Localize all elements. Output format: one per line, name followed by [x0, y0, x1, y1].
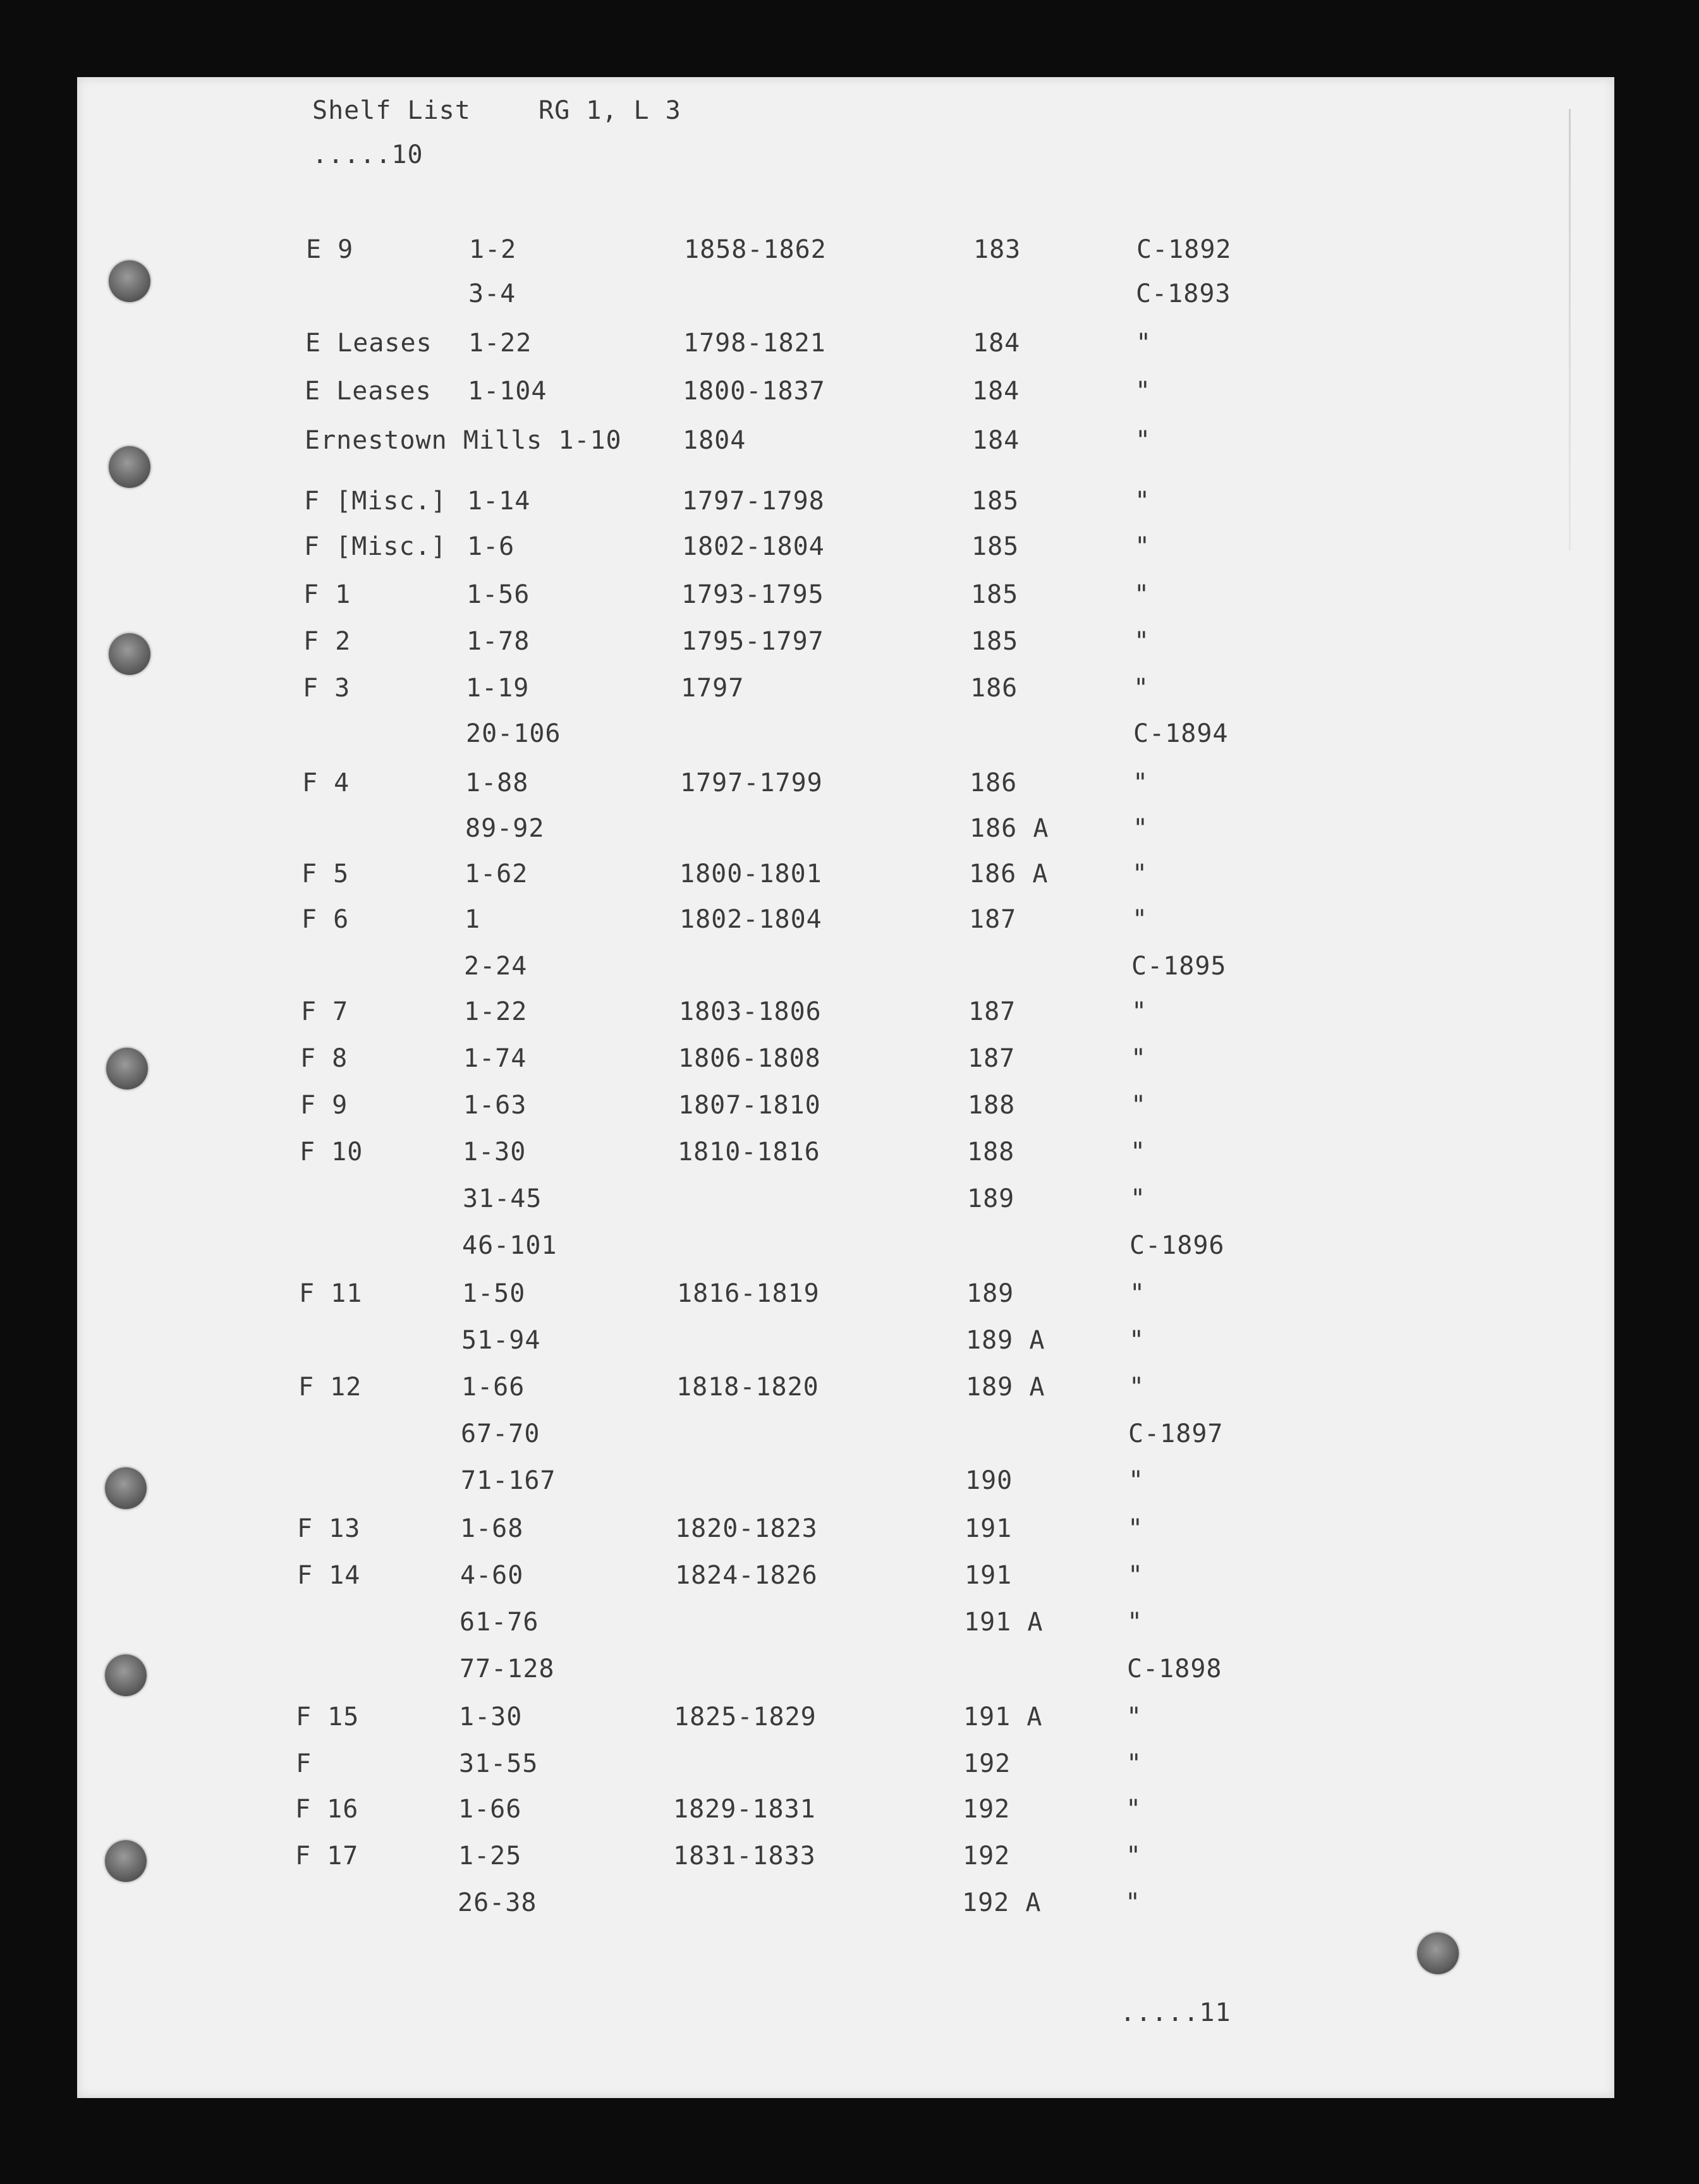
- volume-cell: 184: [973, 329, 1021, 358]
- volume-cell: 192: [963, 1749, 1011, 1778]
- volume-cell: 186 A: [970, 814, 1049, 843]
- volume-cell: 185: [971, 580, 1019, 609]
- date-range-cell: 1831-1833: [673, 1841, 816, 1871]
- item-range-cell: 1-30: [463, 1138, 527, 1167]
- date-range-cell: 1802-1804: [679, 905, 822, 934]
- volume-cell: 186: [970, 768, 1018, 798]
- microfilm-reel-cell: ": [1129, 1373, 1145, 1402]
- volume-cell: 184: [972, 426, 1020, 455]
- item-range-cell: 1-30: [459, 1702, 523, 1732]
- date-range-cell: 1818-1820: [676, 1373, 819, 1402]
- volume-cell: 192: [963, 1795, 1011, 1824]
- date-range-cell: 1804: [683, 426, 746, 455]
- table-row: [77, 1888, 1614, 1926]
- date-range-cell: 1800-1801: [679, 859, 822, 889]
- table-row: [77, 768, 1614, 806]
- volume-cell: 187: [968, 1044, 1016, 1073]
- microfilm-reel-cell: ": [1132, 859, 1148, 889]
- volume-cell: 183: [973, 235, 1021, 264]
- volume-cell: 185: [971, 532, 1020, 561]
- volume-cell: 191 A: [964, 1608, 1044, 1637]
- item-range-cell: 31-45: [463, 1184, 542, 1213]
- microfilm-reel-cell: ": [1126, 1795, 1142, 1824]
- document-page: [77, 77, 1614, 2098]
- series-cell: F 11: [299, 1279, 363, 1308]
- item-range-cell: 77-128: [460, 1654, 555, 1684]
- record-group-ref: RG 1, L 3: [539, 96, 681, 125]
- volume-cell: 192: [963, 1841, 1011, 1871]
- date-range-cell: 1802-1804: [682, 532, 825, 561]
- microfilm-reel-cell: ": [1126, 1841, 1142, 1871]
- item-range-cell: 26-38: [458, 1888, 537, 1917]
- microfilm-reel-cell: ": [1132, 905, 1148, 934]
- date-range-cell: 1816-1819: [677, 1279, 820, 1308]
- microfilm-reel-cell: ": [1125, 1888, 1142, 1917]
- table-row: [77, 532, 1614, 570]
- item-range-cell: 3-4: [468, 279, 516, 308]
- table-row: [77, 487, 1614, 525]
- table-row: [77, 1091, 1614, 1129]
- item-range-cell: 61-76: [460, 1608, 539, 1637]
- table-row: [77, 1373, 1614, 1410]
- volume-cell: 187: [968, 997, 1016, 1026]
- microfilm-reel-cell: ": [1134, 580, 1150, 609]
- table-row: [77, 997, 1614, 1035]
- table-row: [77, 1654, 1614, 1692]
- item-range-cell: 1-63: [463, 1091, 527, 1120]
- date-range-cell: 1797: [681, 674, 745, 703]
- series-cell: F 1: [303, 580, 351, 609]
- microfilm-reel-cell: ": [1128, 1514, 1144, 1543]
- item-range-cell: 89-92: [465, 814, 545, 843]
- series-cell: F 9: [300, 1091, 348, 1120]
- table-row: [77, 235, 1614, 273]
- volume-cell: 189: [967, 1184, 1015, 1213]
- item-range-cell: 1-88: [465, 768, 529, 798]
- table-row: [77, 426, 1614, 464]
- item-range-cell: 1-78: [466, 627, 530, 656]
- date-range-cell: 1793-1795: [681, 580, 824, 609]
- date-range-cell: 1829-1831: [673, 1795, 816, 1824]
- microfilm-reel-cell: ": [1128, 1466, 1145, 1495]
- table-row: [77, 580, 1614, 618]
- volume-cell: 192 A: [962, 1888, 1042, 1917]
- volume-cell: 189 A: [966, 1326, 1045, 1355]
- volume-cell: 188: [967, 1138, 1015, 1167]
- table-row: [77, 377, 1614, 415]
- series-cell: F [Misc.]: [304, 532, 447, 561]
- series-cell: F 10: [300, 1138, 363, 1167]
- date-range-cell: 1797-1798: [682, 487, 825, 516]
- table-row: [77, 1514, 1614, 1552]
- microfilm-reel-cell: ": [1135, 426, 1152, 455]
- date-range-cell: 1800-1837: [683, 377, 825, 406]
- microfilm-reel-cell: ": [1135, 487, 1151, 516]
- microfilm-reel-cell: ": [1126, 1749, 1143, 1778]
- table-row: [77, 1419, 1614, 1457]
- table-row: [77, 719, 1614, 757]
- item-range-cell: 67-70: [461, 1419, 540, 1448]
- table-row: [77, 279, 1614, 317]
- microfilm-reel-cell: ": [1135, 532, 1151, 561]
- microfilm-reel-cell: C-1895: [1131, 952, 1227, 981]
- table-row: [77, 1749, 1614, 1787]
- table-row: [77, 905, 1614, 943]
- volume-cell: 191: [965, 1514, 1013, 1543]
- item-range-cell: 1-66: [461, 1373, 525, 1402]
- microfilm-reel-cell: ": [1131, 1091, 1147, 1120]
- microfilm-reel-cell: ": [1127, 1608, 1143, 1637]
- series-cell: F 3: [303, 674, 351, 703]
- table-row: [77, 627, 1614, 665]
- series-cell: F 15: [296, 1702, 360, 1732]
- date-range-cell: 1803-1806: [679, 997, 822, 1026]
- table-row: [77, 1326, 1614, 1364]
- volume-cell: 189: [966, 1279, 1014, 1308]
- table-row: [77, 1608, 1614, 1646]
- date-range-cell: 1797-1799: [680, 768, 823, 798]
- series-cell: F 14: [297, 1561, 361, 1590]
- volume-cell: 185: [971, 487, 1020, 516]
- item-range-cell: 1-66: [458, 1795, 522, 1824]
- table-row: [77, 1044, 1614, 1082]
- microfilm-reel-cell: ": [1131, 997, 1148, 1026]
- table-row: [77, 952, 1614, 990]
- microfilm-reel-cell: C-1894: [1133, 719, 1229, 748]
- series-cell: F 17: [295, 1841, 359, 1871]
- volume-cell: 191 A: [963, 1702, 1043, 1732]
- item-range-cell: 20-106: [466, 719, 561, 748]
- volume-cell: 189 A: [966, 1373, 1045, 1402]
- item-range-cell: 1-25: [458, 1841, 522, 1871]
- series-cell: F 8: [300, 1044, 348, 1073]
- item-range-cell: 1-22: [464, 997, 528, 1026]
- table-row: [77, 1138, 1614, 1175]
- microfilm-reel-cell: ": [1128, 1561, 1144, 1590]
- item-range-cell: 1-50: [462, 1279, 526, 1308]
- microfilm-reel-cell: ": [1135, 377, 1152, 406]
- item-range-cell: 1-74: [463, 1044, 527, 1073]
- series-cell: E Leases: [305, 329, 432, 358]
- volume-cell: 186 A: [969, 859, 1049, 889]
- volume-cell: 184: [972, 377, 1020, 406]
- date-range-cell: 1824-1826: [675, 1561, 818, 1590]
- table-row: [77, 1279, 1614, 1317]
- microfilm-reel-cell: ": [1133, 674, 1150, 703]
- series-cell: F 7: [301, 997, 349, 1026]
- microfilm-reel-cell: C-1897: [1128, 1419, 1224, 1448]
- date-range-cell: 1795-1797: [681, 627, 824, 656]
- date-range-cell: 1807-1810: [678, 1091, 821, 1120]
- item-range-cell: 1-6: [467, 532, 515, 561]
- item-range-cell: 1-62: [465, 859, 528, 889]
- volume-cell: 191: [965, 1561, 1013, 1590]
- series-cell: F: [296, 1749, 312, 1778]
- item-range-cell: 1-19: [466, 674, 530, 703]
- series-cell: F [Misc.]: [304, 487, 447, 516]
- series-cell: F 13: [297, 1514, 361, 1543]
- table-row: [77, 1561, 1614, 1599]
- microfilm-reel-cell: ": [1134, 627, 1150, 656]
- date-range-cell: 1825-1829: [674, 1702, 817, 1732]
- series-cell: Ernestown Mills 1-10: [305, 426, 622, 455]
- table-row: [77, 1231, 1614, 1269]
- table-row: [77, 1841, 1614, 1879]
- series-cell: F 2: [303, 627, 351, 656]
- volume-cell: 185: [971, 627, 1019, 656]
- item-range-cell: 1-104: [468, 377, 547, 406]
- item-range-cell: 46-101: [462, 1231, 557, 1260]
- date-range-cell: 1858-1862: [684, 235, 827, 264]
- item-range-cell: 1-14: [467, 487, 531, 516]
- series-cell: E Leases: [305, 377, 432, 406]
- microfilm-reel-cell: ": [1136, 329, 1152, 358]
- item-range-cell: 51-94: [461, 1326, 541, 1355]
- shelf-list-title: Shelf List: [312, 96, 471, 125]
- series-cell: F 12: [298, 1373, 362, 1402]
- table-row: [77, 1466, 1614, 1504]
- microfilm-reel-cell: C-1892: [1136, 235, 1232, 264]
- item-range-cell: 4-60: [460, 1561, 524, 1590]
- date-range-cell: 1798-1821: [683, 329, 826, 358]
- item-range-cell: 2-24: [464, 952, 528, 981]
- volume-cell: 190: [965, 1466, 1013, 1495]
- date-range-cell: 1820-1823: [675, 1514, 818, 1543]
- series-cell: F 4: [302, 768, 350, 798]
- item-range-cell: 1: [465, 905, 481, 934]
- item-range-cell: 1-22: [468, 329, 532, 358]
- microfilm-reel-cell: ": [1126, 1702, 1143, 1732]
- microfilm-reel-cell: ": [1130, 1138, 1147, 1167]
- table-row: [77, 859, 1614, 897]
- item-range-cell: 1-2: [469, 235, 517, 264]
- microfilm-reel-cell: C-1896: [1130, 1231, 1225, 1260]
- microfilm-reel-cell: ": [1129, 1326, 1145, 1355]
- volume-cell: 187: [969, 905, 1017, 934]
- volume-cell: 186: [970, 674, 1018, 703]
- punch-hole-icon: [1417, 1932, 1459, 1974]
- table-row: [77, 1795, 1614, 1833]
- next-page-marker: .....11: [1120, 1998, 1231, 2027]
- item-range-cell: 71-167: [461, 1466, 556, 1495]
- date-range-cell: 1806-1808: [678, 1044, 821, 1073]
- volume-cell: 188: [968, 1091, 1016, 1120]
- series-cell: F 5: [301, 859, 350, 889]
- microfilm-reel-cell: ": [1130, 1279, 1146, 1308]
- table-row: [77, 1702, 1614, 1740]
- previous-page-marker: .....10: [312, 140, 423, 169]
- item-range-cell: 1-56: [466, 580, 530, 609]
- microfilm-reel-cell: ": [1133, 814, 1149, 843]
- series-cell: E 9: [306, 235, 354, 264]
- microfilm-reel-cell: ": [1131, 1044, 1147, 1073]
- table-row: [77, 814, 1614, 852]
- series-cell: F 16: [295, 1795, 359, 1824]
- table-row: [77, 329, 1614, 367]
- microfilm-reel-cell: ": [1133, 768, 1149, 798]
- microfilm-reel-cell: C-1893: [1136, 279, 1231, 308]
- item-range-cell: 31-55: [459, 1749, 539, 1778]
- series-cell: F 6: [301, 905, 350, 934]
- table-row: [77, 1184, 1614, 1222]
- microfilm-reel-cell: C-1898: [1127, 1654, 1222, 1684]
- microfilm-reel-cell: ": [1130, 1184, 1147, 1213]
- date-range-cell: 1810-1816: [678, 1138, 820, 1167]
- table-row: [77, 674, 1614, 712]
- item-range-cell: 1-68: [460, 1514, 524, 1543]
